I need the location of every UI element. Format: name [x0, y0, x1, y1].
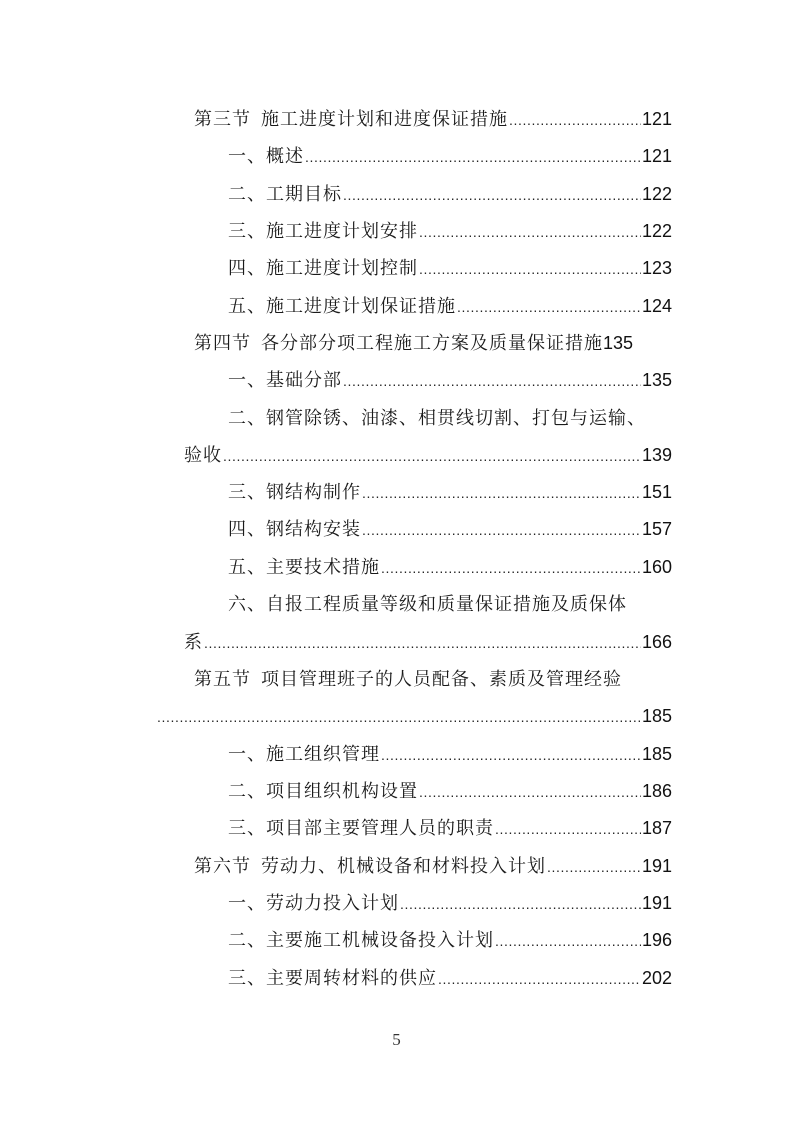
entry-page: 160 — [641, 557, 672, 577]
toc-entry[interactable] — [0, 474, 793, 511]
footer-page-number: 5 — [392, 1030, 401, 1049]
toc-entry-section-5[interactable] — [0, 661, 793, 698]
entry-title: 二、项目组织机构设置 — [228, 781, 418, 802]
leader-dots — [509, 102, 641, 139]
entry-page: 166 — [641, 632, 672, 652]
entry-title: 三、施工进度计划安排 — [228, 221, 418, 242]
entry-page: 196 — [641, 930, 672, 950]
entry-page: 157 — [641, 519, 672, 539]
entry-title: 一、施工组织管理 — [228, 744, 380, 765]
entry-title-line1: 六、自报工程质量等级和质量保证措施及质保体 — [228, 594, 627, 615]
leader-dots — [362, 475, 641, 512]
entry-title: 二、主要施工机械设备投入计划 — [228, 930, 494, 951]
entry-title: 一、概述 — [228, 146, 304, 167]
toc-entry[interactable] — [0, 549, 793, 586]
entry-page: 121 — [641, 109, 672, 129]
leader-dots — [305, 139, 641, 176]
entry-title: 五、施工进度计划保证措施 — [228, 296, 456, 317]
entry-title: 项目管理班子的人员配备、素质及管理经验 — [261, 669, 622, 690]
entry-title: 四、施工进度计划控制 — [228, 258, 418, 279]
toc-entry[interactable] — [0, 250, 793, 287]
entry-page: 185 — [641, 706, 672, 726]
entry-title: 一、劳动力投入计划 — [228, 893, 399, 914]
entry-title: 三、钢结构制作 — [228, 482, 361, 503]
leader-dots — [495, 811, 641, 848]
entry-title: 三、项目部主要管理人员的职责 — [228, 818, 494, 839]
toc-entry-section-4[interactable] — [0, 325, 793, 362]
entry-title-line1: 二、钢管除锈、油漆、相贯线切割、打包与运输、 — [228, 408, 646, 429]
entry-page: 139 — [641, 445, 672, 465]
entry-page: 186 — [641, 781, 672, 801]
section-prefix: 第五节 — [194, 669, 251, 690]
leader-dots — [381, 737, 641, 774]
leader-dots — [381, 550, 641, 587]
toc-entry-section-5-continuation[interactable] — [0, 698, 793, 735]
section-prefix: 第四节 — [194, 333, 251, 354]
section-prefix: 第三节 — [194, 109, 251, 130]
entry-title: 一、基础分部 — [228, 370, 342, 391]
entry-page: 151 — [641, 482, 672, 502]
leader-dots — [362, 512, 641, 549]
toc-entry[interactable] — [0, 885, 793, 922]
leader-dots — [343, 177, 641, 214]
leader-dots — [223, 438, 641, 475]
leader-dots — [400, 886, 641, 923]
entry-title: 三、主要周转材料的供应 — [228, 968, 437, 989]
entry-page: 124 — [641, 296, 672, 316]
entry-page: 191 — [641, 893, 672, 913]
toc-entry-wrapped-continuation[interactable] — [0, 437, 793, 474]
entry-page: 122 — [641, 184, 672, 204]
leader-dots — [343, 363, 641, 400]
entry-page: 185 — [641, 744, 672, 764]
toc-entry[interactable] — [0, 176, 793, 213]
toc-entry[interactable] — [0, 922, 793, 959]
section-prefix: 第六节 — [194, 856, 251, 877]
toc-entry[interactable] — [0, 511, 793, 548]
toc-entry[interactable] — [0, 736, 793, 773]
entry-title: 四、钢结构安装 — [228, 519, 361, 540]
toc-entry[interactable] — [0, 362, 793, 399]
entry-page: 187 — [641, 818, 672, 838]
entry-title: 五、主要技术措施 — [228, 557, 380, 578]
entry-title: 各分部分项工程施工方案及质量保证措施 — [261, 333, 603, 354]
entry-page: 202 — [641, 968, 672, 988]
toc-entry[interactable] — [0, 960, 793, 997]
entry-title: 二、工期目标 — [228, 184, 342, 205]
toc-entry[interactable] — [0, 773, 793, 810]
toc-entry[interactable] — [0, 288, 793, 325]
entry-page: 191 — [641, 856, 672, 876]
toc-entry[interactable] — [0, 810, 793, 847]
leader-dots — [457, 289, 641, 326]
entry-title-line2: 系 — [184, 632, 203, 653]
leader-dots — [547, 849, 641, 886]
leader-dots — [495, 923, 641, 960]
entry-title: 施工进度计划和进度保证措施 — [261, 109, 508, 130]
toc-entry-wrapped[interactable] — [0, 400, 793, 437]
entry-page: 135 — [641, 370, 672, 390]
leader-dots — [438, 961, 641, 998]
entry-page: 122 — [641, 221, 672, 241]
toc-entry-section-3[interactable] — [0, 101, 793, 138]
entry-page: 121 — [641, 146, 672, 166]
leader-dots — [157, 699, 641, 736]
toc-entry-wrapped-continuation[interactable] — [0, 624, 793, 661]
leader-dots — [419, 251, 641, 288]
entry-page: 135 — [603, 333, 634, 353]
entry-title-line2: 验收 — [184, 445, 222, 466]
toc-entry[interactable] — [0, 213, 793, 250]
leader-dots — [204, 625, 641, 662]
leader-dots — [419, 214, 641, 251]
toc-entry-wrapped[interactable] — [0, 586, 793, 623]
toc-entry-section-6[interactable] — [0, 848, 793, 885]
entry-page: 123 — [641, 258, 672, 278]
toc-entry[interactable] — [0, 138, 793, 175]
entry-title: 劳动力、机械设备和材料投入计划 — [261, 856, 546, 877]
leader-dots — [419, 774, 641, 811]
